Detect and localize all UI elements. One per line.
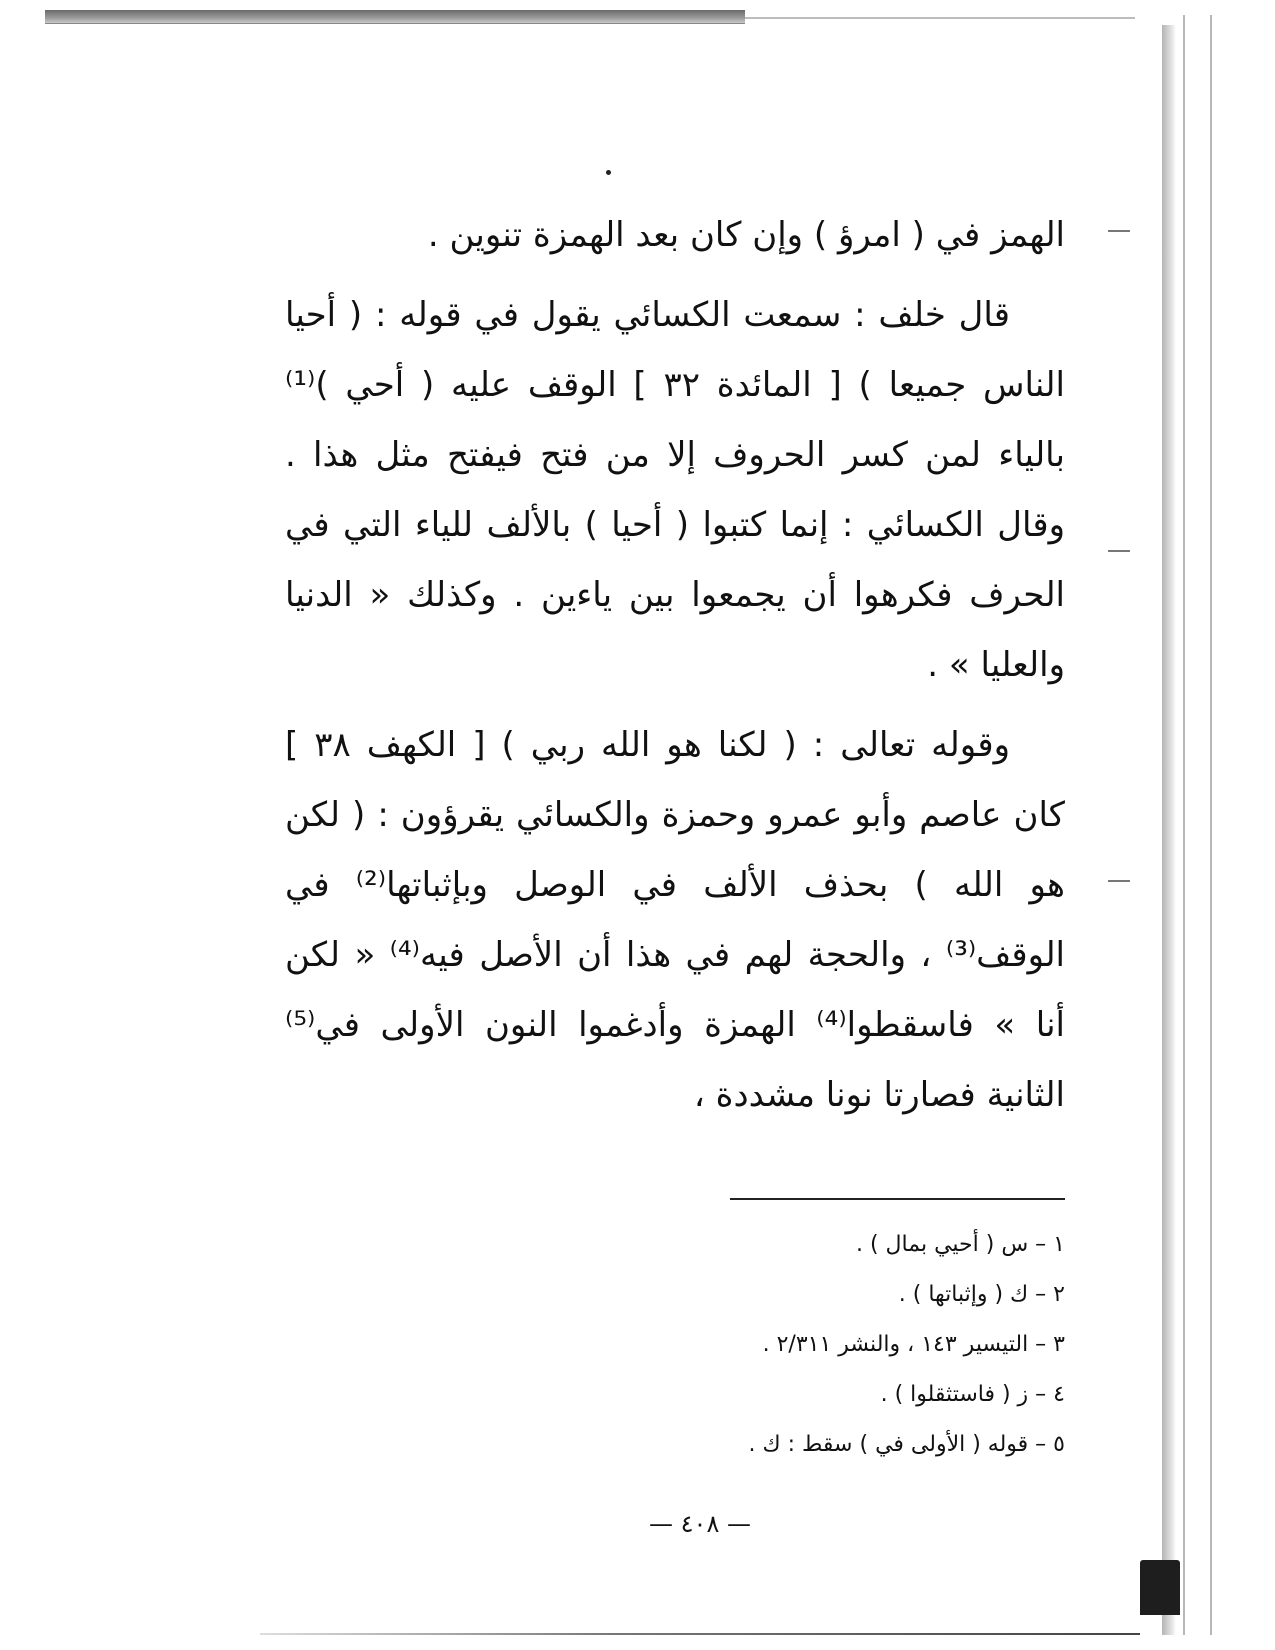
footnote-5: ٥ – قوله ( الأولى في ) سقط : ك . [748, 1432, 1065, 1457]
page-fold-shadow [1162, 25, 1176, 1635]
edge-line [1183, 15, 1185, 1635]
scan-bottom-line [260, 1633, 1140, 1635]
paragraph-2: قال خلف : سمعت الكسائي يقول في قوله : ( أحيا الناس جميعا ) [ المائدة ٣٢ ] الوقف عليه ( أحي )⁽¹⁾ بالياء لمن كسر الحروف إلا من فتح فيفتح مثل هذا . وقال الكسائي : إنما كتبوا ( أحيا ) بالألف للياء التي في الحرف فكرهوا أن يجمعوا بين ياءين . وكذلك « الدنيا والعليا » . [285, 295, 1065, 685]
edge-tick [1108, 550, 1130, 552]
scan-top-line [745, 17, 1135, 19]
footnote-rule [730, 1198, 1065, 1200]
edge-line [1210, 15, 1212, 1635]
footnotes [600, 1220, 1090, 1470]
scan-binding-shadow [1140, 1560, 1180, 1615]
main-text [285, 200, 1065, 1140]
footnote-4: ٤ – ز ( فاستثقلوا ) . [880, 1382, 1065, 1407]
scan-top-bar [45, 10, 745, 24]
footnote-2: ٢ – ك ( وإثباتها ) . [898, 1282, 1065, 1307]
paragraph-3: وقوله تعالى : ( لكنا هو الله ربي ) [ الكهف ٣٨ ] كان عاصم وأبو عمرو وحمزة والكسائي يقرؤون : ( لكن هو الله ) بحذف الألف في الوصل وبإثباتها⁽²⁾ في الوقف⁽³⁾ ، والحجة لهم في هذا أن الأصل فيه⁽⁴⁾ « لكن أنا » فاسقطوا⁽⁴⁾ الهمزة وأدغموا النون الأولى في⁽⁵⁾ الثانية فصارتا نونا مشددة ، [285, 725, 1065, 1115]
ink-dot [606, 170, 611, 175]
edge-tick [1108, 880, 1130, 882]
page-number: — ٤٠٨ — [649, 1510, 751, 1538]
scan-right-edge [1125, 0, 1275, 1650]
paragraph-1: الهمز في ( امرؤ ) وإن كان بعد الهمزة تنوين . [427, 215, 1065, 255]
footnote-1: ١ – س ( أحيي بمال ) . [855, 1232, 1065, 1257]
footnote-3: ٣ – التيسير ١٤٣ ، والنشر ٢/٣١١ . [762, 1332, 1065, 1357]
edge-tick [1108, 230, 1130, 232]
